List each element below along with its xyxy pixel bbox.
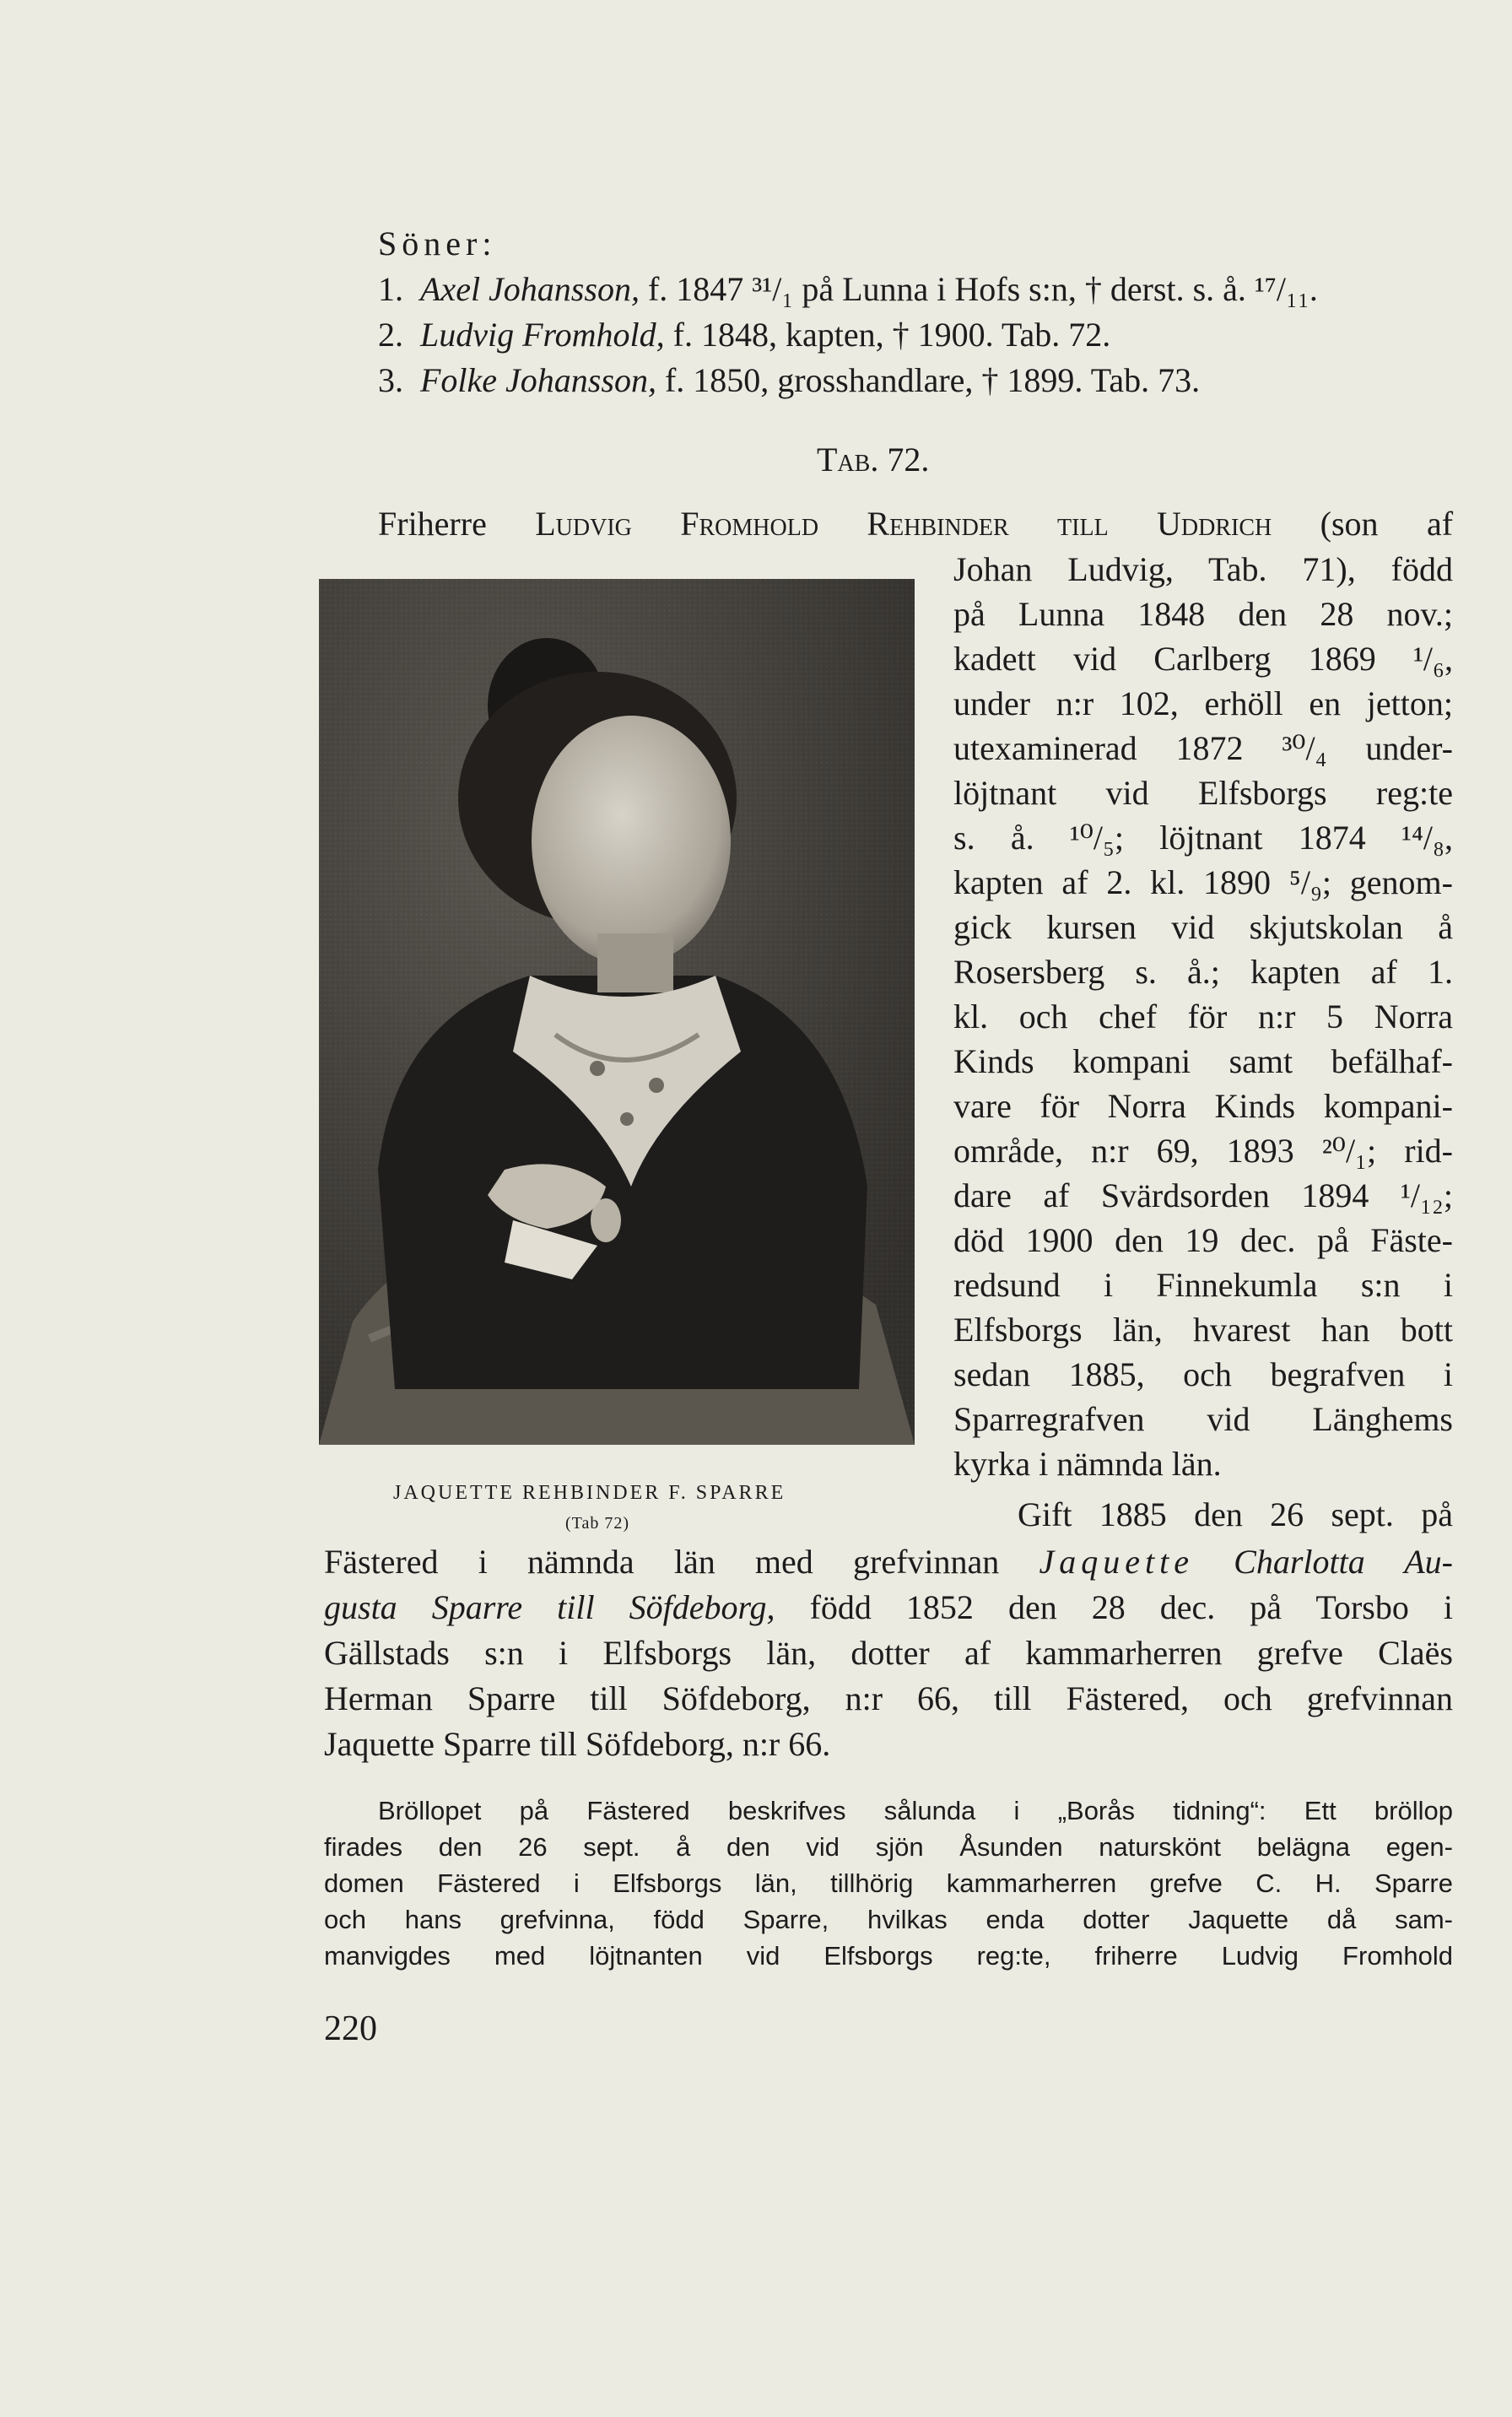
title-prefix: Friherre (378, 505, 487, 543)
text-line: död 1900 den 19 dec. på Fäste- (953, 1221, 1453, 1259)
person-name: Ludvig Fromhold Rehbinder till Uddrich (535, 505, 1272, 543)
text-fragment: född 1852 den 28 dec. på Torsbo i (809, 1588, 1454, 1626)
spouse-name-cont: Charlotta Au- (1234, 1543, 1453, 1581)
son-text: f. 1847 ³¹/₁ på Lunna i Hofs s:n, † derst. s. å. ¹⁷/₁₁. (647, 270, 1318, 308)
text-line: Elfsborgs län, hvarest han bott (953, 1311, 1453, 1349)
text-line: område, n:r 69, 1893 ²⁰/₁; rid- (953, 1132, 1453, 1170)
text-line: kl. och chef för n:r 5 Norra (953, 998, 1453, 1035)
photo-caption-line2: (Tab 72) (565, 1514, 630, 1533)
text-line: Gift 1885 den 26 sept. på (1018, 1495, 1453, 1533)
sons-heading: Söner: (378, 224, 497, 262)
text-line: gick kursen vid skjutskolan å (953, 908, 1453, 946)
text-line: s. å. ¹⁰/₅; löjtnant 1874 ¹⁴/₈, (953, 819, 1453, 857)
text-line: Rosersberg s. å.; kapten af 1. (953, 953, 1453, 991)
text-line: Herman Sparre till Söfdeborg, n:r 66, till Fästered, och grefvinnan (324, 1679, 1453, 1717)
text-line: på Lunna 1848 den 28 nov.; (953, 595, 1453, 633)
note-line: firades den 26 sept. å den vid sjön Åsunden naturskönt belägna egen- (324, 1832, 1453, 1862)
text-line: dare af Svärdsorden 1894 ¹/₁₂; (953, 1176, 1453, 1214)
son-name: Axel Johansson, (420, 270, 640, 308)
text-line: kyrka i nämnda län. (953, 1445, 1222, 1483)
son-entry-2 (378, 312, 1110, 358)
son-text: f. 1848, kapten, † 1900. Tab. 72. (672, 316, 1111, 354)
son-entry-3 (378, 358, 1200, 403)
text-line: Sparregrafven vid Länghems (953, 1400, 1453, 1438)
text-line: sedan 1885, och begrafven i (953, 1355, 1453, 1393)
text-fragment: Fästered i nämnda län med grefvinnan (324, 1543, 1040, 1581)
title-line (378, 501, 1453, 547)
text-line: löjtnant vid Elfsborgs reg:te (953, 774, 1453, 812)
text-line: kadett vid Carlberg 1869 ¹/₆, (953, 640, 1453, 678)
son-text: f. 1850, grosshandlare, † 1899. Tab. 73. (664, 361, 1201, 399)
text-line: vare för Norra Kinds kompani- (953, 1087, 1453, 1125)
page-number: 220 (324, 2009, 377, 2048)
tab-heading: Tab. 72. (817, 441, 930, 479)
son-number: 1. (378, 270, 403, 308)
text-line (324, 1585, 1453, 1630)
text-line: Gällstads s:n i Elfsborgs län, dotter af kammarherren grefve Claës (324, 1634, 1453, 1672)
son-name: Ludvig Fromhold, (420, 316, 665, 354)
text-line: utexaminerad 1872 ³⁰/₄ under- (953, 729, 1453, 767)
son-number: 3. (378, 361, 403, 399)
son-name: Folke Johansson, (420, 361, 656, 399)
portrait-illustration (319, 579, 915, 1445)
spouse-name-cont: gusta Sparre till Söfdeborg, (324, 1588, 775, 1626)
text-line: redsund i Finnekumla s:n i (953, 1266, 1453, 1304)
note-line: Bröllopet på Fästered beskrifves sålunda i „Borås tidning“: Ett bröllop (378, 1796, 1453, 1825)
text-line: under n:r 102, erhöll en jetton; (953, 684, 1453, 722)
son-entry-1 (378, 267, 1318, 312)
text-line: Johan Ludvig, Tab. 71), född (953, 550, 1453, 588)
note-line: domen Fästered i Elfsborgs län, tillhörig kammarherren grefve C. H. Sparre (324, 1868, 1453, 1898)
note-line: och hans grefvinna, född Sparre, hvilkas enda dotter Jaquette då sam- (324, 1905, 1453, 1934)
text-line: Kinds kompani samt befälhaf- (953, 1042, 1453, 1080)
son-number: 2. (378, 316, 403, 354)
text-line: kapten af 2. kl. 1890 ⁵/₉; genom- (953, 863, 1453, 901)
photo-caption-line1: JAQUETTE REHBINDER F. SPARRE (393, 1482, 786, 1504)
note-line: manvigdes med löjtnanten vid Elfsborgs reg:te, friherre Ludvig Fromhold (324, 1941, 1453, 1971)
text-line: Jaquette Sparre till Söfdeborg, n:r 66. (324, 1725, 831, 1763)
title-suffix: (son af (1320, 505, 1454, 543)
spouse-name: Jaquette (1039, 1543, 1194, 1581)
portrait-photo (319, 579, 915, 1445)
text-line (324, 1539, 1453, 1585)
